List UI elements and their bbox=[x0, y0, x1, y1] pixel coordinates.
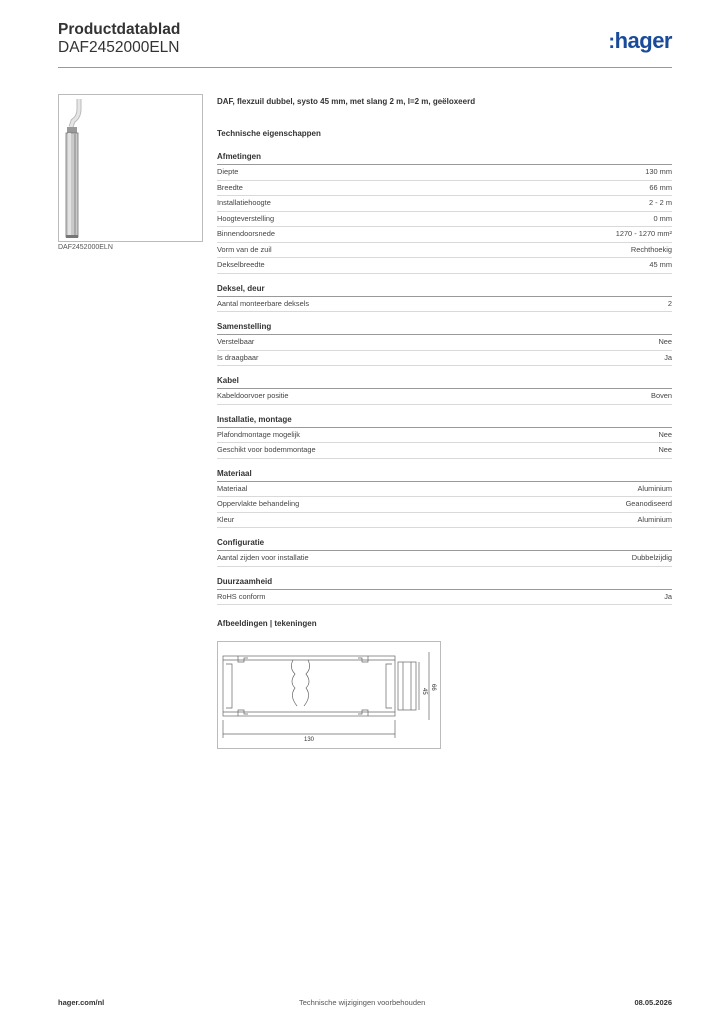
technical-drawing bbox=[217, 641, 441, 749]
spec-row bbox=[217, 351, 672, 367]
footer-note: Technische wijzigingen voorbehouden bbox=[299, 998, 426, 1007]
logo-text: hager bbox=[614, 28, 672, 53]
footer-website-link[interactable]: hager.com/nl bbox=[58, 998, 105, 1007]
spec-section bbox=[217, 152, 672, 274]
spec-content bbox=[217, 96, 672, 629]
profile-cross-section bbox=[218, 642, 440, 748]
spec-value: Ja bbox=[664, 352, 672, 362]
section-heading: Duurzaamheid bbox=[217, 577, 672, 590]
spec-value: Aluminium bbox=[637, 514, 672, 524]
spec-label: Breedte bbox=[217, 182, 243, 192]
spec-row bbox=[217, 590, 672, 606]
spec-value: Nee bbox=[658, 337, 672, 346]
spec-row bbox=[217, 165, 672, 181]
spec-label: Aantal monteerbare deksels bbox=[217, 298, 310, 308]
spec-value: 66 mm bbox=[649, 182, 672, 192]
spec-label: Oppervlakte behandeling bbox=[217, 499, 300, 508]
spec-label: Hoogteverstelling bbox=[217, 213, 275, 223]
spec-label: Binnendoorsnede bbox=[217, 229, 275, 238]
spec-sections bbox=[217, 152, 672, 605]
spec-label: Installatiehoogte bbox=[217, 198, 271, 207]
drawings-title: Afbeeldingen | tekeningen bbox=[217, 619, 317, 628]
spec-row bbox=[217, 227, 672, 243]
spec-section bbox=[217, 577, 672, 606]
flex-column-illustration bbox=[59, 95, 202, 241]
section-heading: Kabel bbox=[217, 376, 672, 389]
spec-row bbox=[217, 443, 672, 459]
section-heading: Configuratie bbox=[217, 538, 672, 551]
header-divider bbox=[58, 67, 672, 68]
spec-section bbox=[217, 284, 672, 313]
spec-value: 45 mm bbox=[649, 260, 672, 269]
spec-value: 2 bbox=[667, 298, 672, 308]
spec-label: Is draagbaar bbox=[217, 352, 259, 362]
spec-label: Materiaal bbox=[217, 483, 248, 493]
image-caption: DAF2452000ELN bbox=[58, 244, 113, 251]
spec-value: Nee bbox=[658, 429, 672, 439]
section-heading: Afmetingen bbox=[217, 152, 672, 165]
spec-section bbox=[217, 538, 672, 567]
section-heading: Installatie, montage bbox=[217, 415, 672, 428]
spec-label: Geschikt voor bodemmontage bbox=[217, 445, 316, 454]
spec-value: Rechthoekig bbox=[630, 244, 672, 254]
spec-row bbox=[217, 297, 672, 313]
spec-row bbox=[217, 513, 672, 529]
spec-section bbox=[217, 469, 672, 529]
spec-section bbox=[217, 322, 672, 366]
spec-row bbox=[217, 428, 672, 444]
spec-value: Boven bbox=[651, 391, 672, 400]
spec-value: Aluminium bbox=[637, 483, 672, 493]
spec-label: Vorm van de zuil bbox=[217, 244, 272, 254]
spec-row bbox=[217, 335, 672, 351]
product-image bbox=[58, 94, 203, 242]
product-code: DAF2452000ELN bbox=[58, 39, 180, 56]
spec-label: RoHS conform bbox=[217, 591, 266, 601]
width-dimension: 130 bbox=[304, 737, 315, 743]
section-heading: Deksel, deur bbox=[217, 284, 672, 297]
footer-date: 08.05.2026 bbox=[634, 998, 672, 1007]
hager-logo[interactable]: :hager bbox=[608, 28, 672, 53]
spec-label: Diepte bbox=[217, 167, 239, 176]
page-title: Productdatablad bbox=[58, 21, 181, 38]
spec-value: Geanodiseerd bbox=[625, 499, 672, 508]
inner-height-dimension: 45 bbox=[421, 688, 427, 695]
outer-height-dimension: 66 bbox=[430, 684, 436, 691]
spec-label: Dekselbreedte bbox=[217, 260, 265, 269]
spec-value: Ja bbox=[664, 591, 672, 601]
spec-value: 2 - 2 m bbox=[649, 198, 672, 207]
spec-label: Plafondmontage mogelijk bbox=[217, 429, 300, 439]
spec-value: Dubbelzijdig bbox=[631, 553, 672, 562]
spec-row bbox=[217, 181, 672, 197]
spec-label: Kabeldoorvoer positie bbox=[217, 391, 289, 400]
spec-row bbox=[217, 482, 672, 498]
spec-row bbox=[217, 389, 672, 405]
spec-row bbox=[217, 258, 672, 274]
spec-row bbox=[217, 497, 672, 513]
product-description: DAF, flexzuil dubbel, systo 45 mm, met slang 2 m, l=2 m, geëloxeerd bbox=[217, 97, 476, 106]
spec-section bbox=[217, 376, 672, 405]
spec-label: Kleur bbox=[217, 514, 235, 524]
section-heading: Samenstelling bbox=[217, 322, 672, 335]
spec-label: Verstelbaar bbox=[217, 337, 255, 346]
section-heading: Materiaal bbox=[217, 469, 672, 482]
spec-section bbox=[217, 415, 672, 459]
spec-row bbox=[217, 196, 672, 212]
spec-value: 130 mm bbox=[645, 167, 672, 176]
page-header bbox=[58, 21, 672, 65]
tech-properties-title: Technische eigenschappen bbox=[217, 129, 321, 138]
spec-row bbox=[217, 243, 672, 259]
spec-value: 0 mm bbox=[653, 213, 672, 223]
spec-row bbox=[217, 551, 672, 567]
spec-label: Aantal zijden voor installatie bbox=[217, 553, 309, 562]
spec-value: 1270 - 1270 mm² bbox=[615, 229, 672, 238]
spec-row bbox=[217, 212, 672, 228]
spec-value: Nee bbox=[658, 445, 672, 454]
